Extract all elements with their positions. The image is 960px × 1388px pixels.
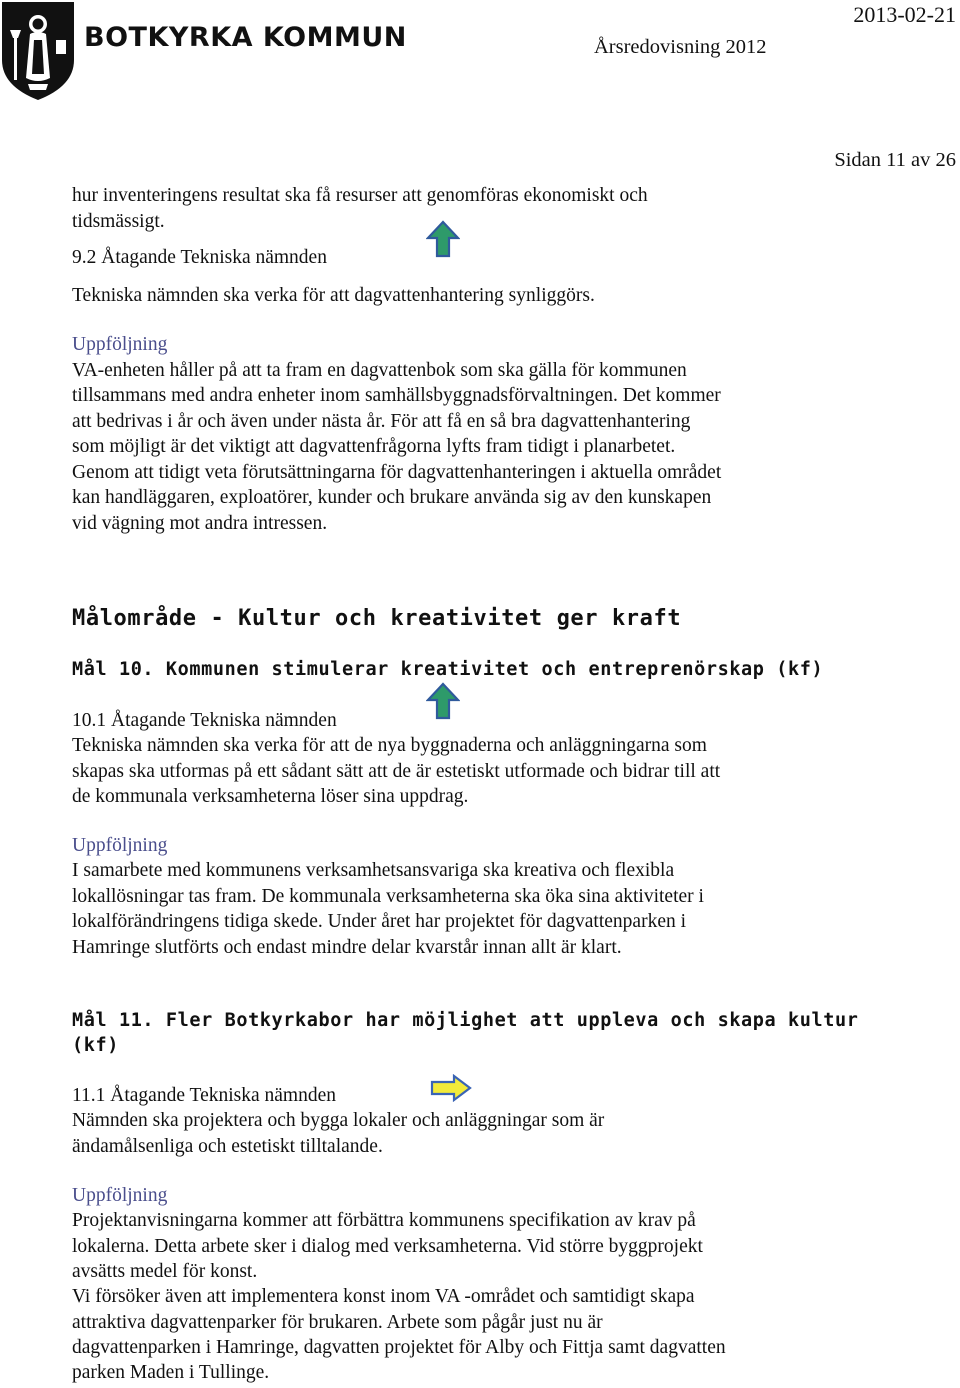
followup-line: Projektanvisningarna kommer att förbättra kommunens specifikation av krav på xyxy=(72,1210,696,1231)
commitment-line: ändamålsenliga och estetiskt tilltalande. xyxy=(72,1136,383,1157)
intro-line: tidsmässigt. xyxy=(72,211,165,232)
followup-line: lokalerna. Detta arbete sker i dialog med verksamheterna. Vid större byggprojekt xyxy=(72,1236,703,1257)
goal-heading-continued: (kf) xyxy=(72,1035,119,1056)
commitment-line: de kommunala verksamheterna löser sina uppdrag. xyxy=(72,786,469,807)
followup-line: I samarbete med kommunens verksamhetsansvariga ska kreativa och flexibla xyxy=(72,860,675,881)
intro-line: hur inventeringens resultat ska få resurser att genomföras ekonomiskt och xyxy=(72,185,648,206)
followup-label: Uppföljning xyxy=(72,334,168,355)
page-number: Sidan 11 av 26 xyxy=(834,149,956,171)
followup-line: att bedrivas i år och även under nästa år. För att få en så bra dagvattenhantering xyxy=(72,411,691,432)
followup-line: tillsammans med andra enheter inom samhällsbyggnadsförvaltningen. Det kommer xyxy=(72,385,721,406)
followup-line: Hamringe slutförts och endast mindre delar kvarstår innan allt är klart. xyxy=(72,937,622,958)
followup-line: Genom att tidigt veta förutsättningarna för dagvattenhanteringen i aktuella området xyxy=(72,462,722,483)
commitment-line: skapas ska utformas på ett sådant sätt att de är estetiskt utformade och bidrar till att xyxy=(72,761,721,782)
followup-line: lokalförändringens tidiga skede. Under året har projektet för dagvattenparken i xyxy=(72,911,687,932)
followup-line: attraktiva dagvattenparker för brukaren. Arbete som pågår just nu är xyxy=(72,1312,603,1333)
arrow-right-icon xyxy=(430,1074,472,1102)
commitment-line: Tekniska nämnden ska verka för att de nya byggnaderna och anläggningarna som xyxy=(72,735,707,756)
followup-line: vid vägning mot andra intressen. xyxy=(72,513,328,534)
followup-label: Uppföljning xyxy=(72,835,168,856)
followup-line: kan handläggaren, exploatörer, kunder och brukare använda sig av den kunskapen xyxy=(72,487,712,508)
municipality-name-logo: BOTKYRKA KOMMUN xyxy=(84,22,407,53)
arrow-up-icon xyxy=(426,220,460,258)
commitment-text: Tekniska nämnden ska verka för att dagvattenhantering synliggörs. xyxy=(72,285,595,306)
commitment-title: 9.2 Åtagande Tekniska nämnden xyxy=(72,247,327,268)
commitment-title: 10.1 Åtagande Tekniska nämnden xyxy=(72,710,337,731)
commitment-line: Nämnden ska projektera och bygga lokaler och anläggningar som är xyxy=(72,1110,605,1131)
followup-line: parken Maden i Tullinge. xyxy=(72,1362,270,1383)
municipality-crest-logo xyxy=(0,0,76,102)
goal-heading: Mål 11. Fler Botkyrkabor har möjlighet att uppleva och skapa kultur xyxy=(72,1010,859,1031)
goal-heading: Mål 10. Kommunen stimulerar kreativitet och entreprenörskap (kf) xyxy=(72,659,824,680)
report-title: Årsredovisning 2012 xyxy=(594,36,767,58)
followup-line: Vi försöker även att implementera konst inom VA -området och samtidigt skapa xyxy=(72,1286,695,1307)
arrow-up-icon xyxy=(426,682,460,720)
followup-line: som möjligt är det viktigt att dagvattenfrågorna lyfts fram tidigt i planarbetet. xyxy=(72,436,676,457)
followup-line: lokallösningar tas fram. De kommunala verksamheterna ska öka sina aktiviteter i xyxy=(72,886,704,907)
target-area-heading: Målområde - Kultur och kreativitet ger kraft xyxy=(72,606,682,631)
followup-label: Uppföljning xyxy=(72,1185,168,1206)
header-date: 2013-02-21 xyxy=(853,2,956,27)
followup-line: avsätts medel för konst. xyxy=(72,1261,258,1282)
followup-line: dagvattenparken i Hamringe, dagvatten projektet för Alby och Fittja samt dagvatten xyxy=(72,1337,726,1358)
commitment-title: 11.1 Åtagande Tekniska nämnden xyxy=(72,1085,336,1106)
followup-line: VA-enheten håller på att ta fram en dagvattenbok som ska gälla för kommunen xyxy=(72,360,687,381)
